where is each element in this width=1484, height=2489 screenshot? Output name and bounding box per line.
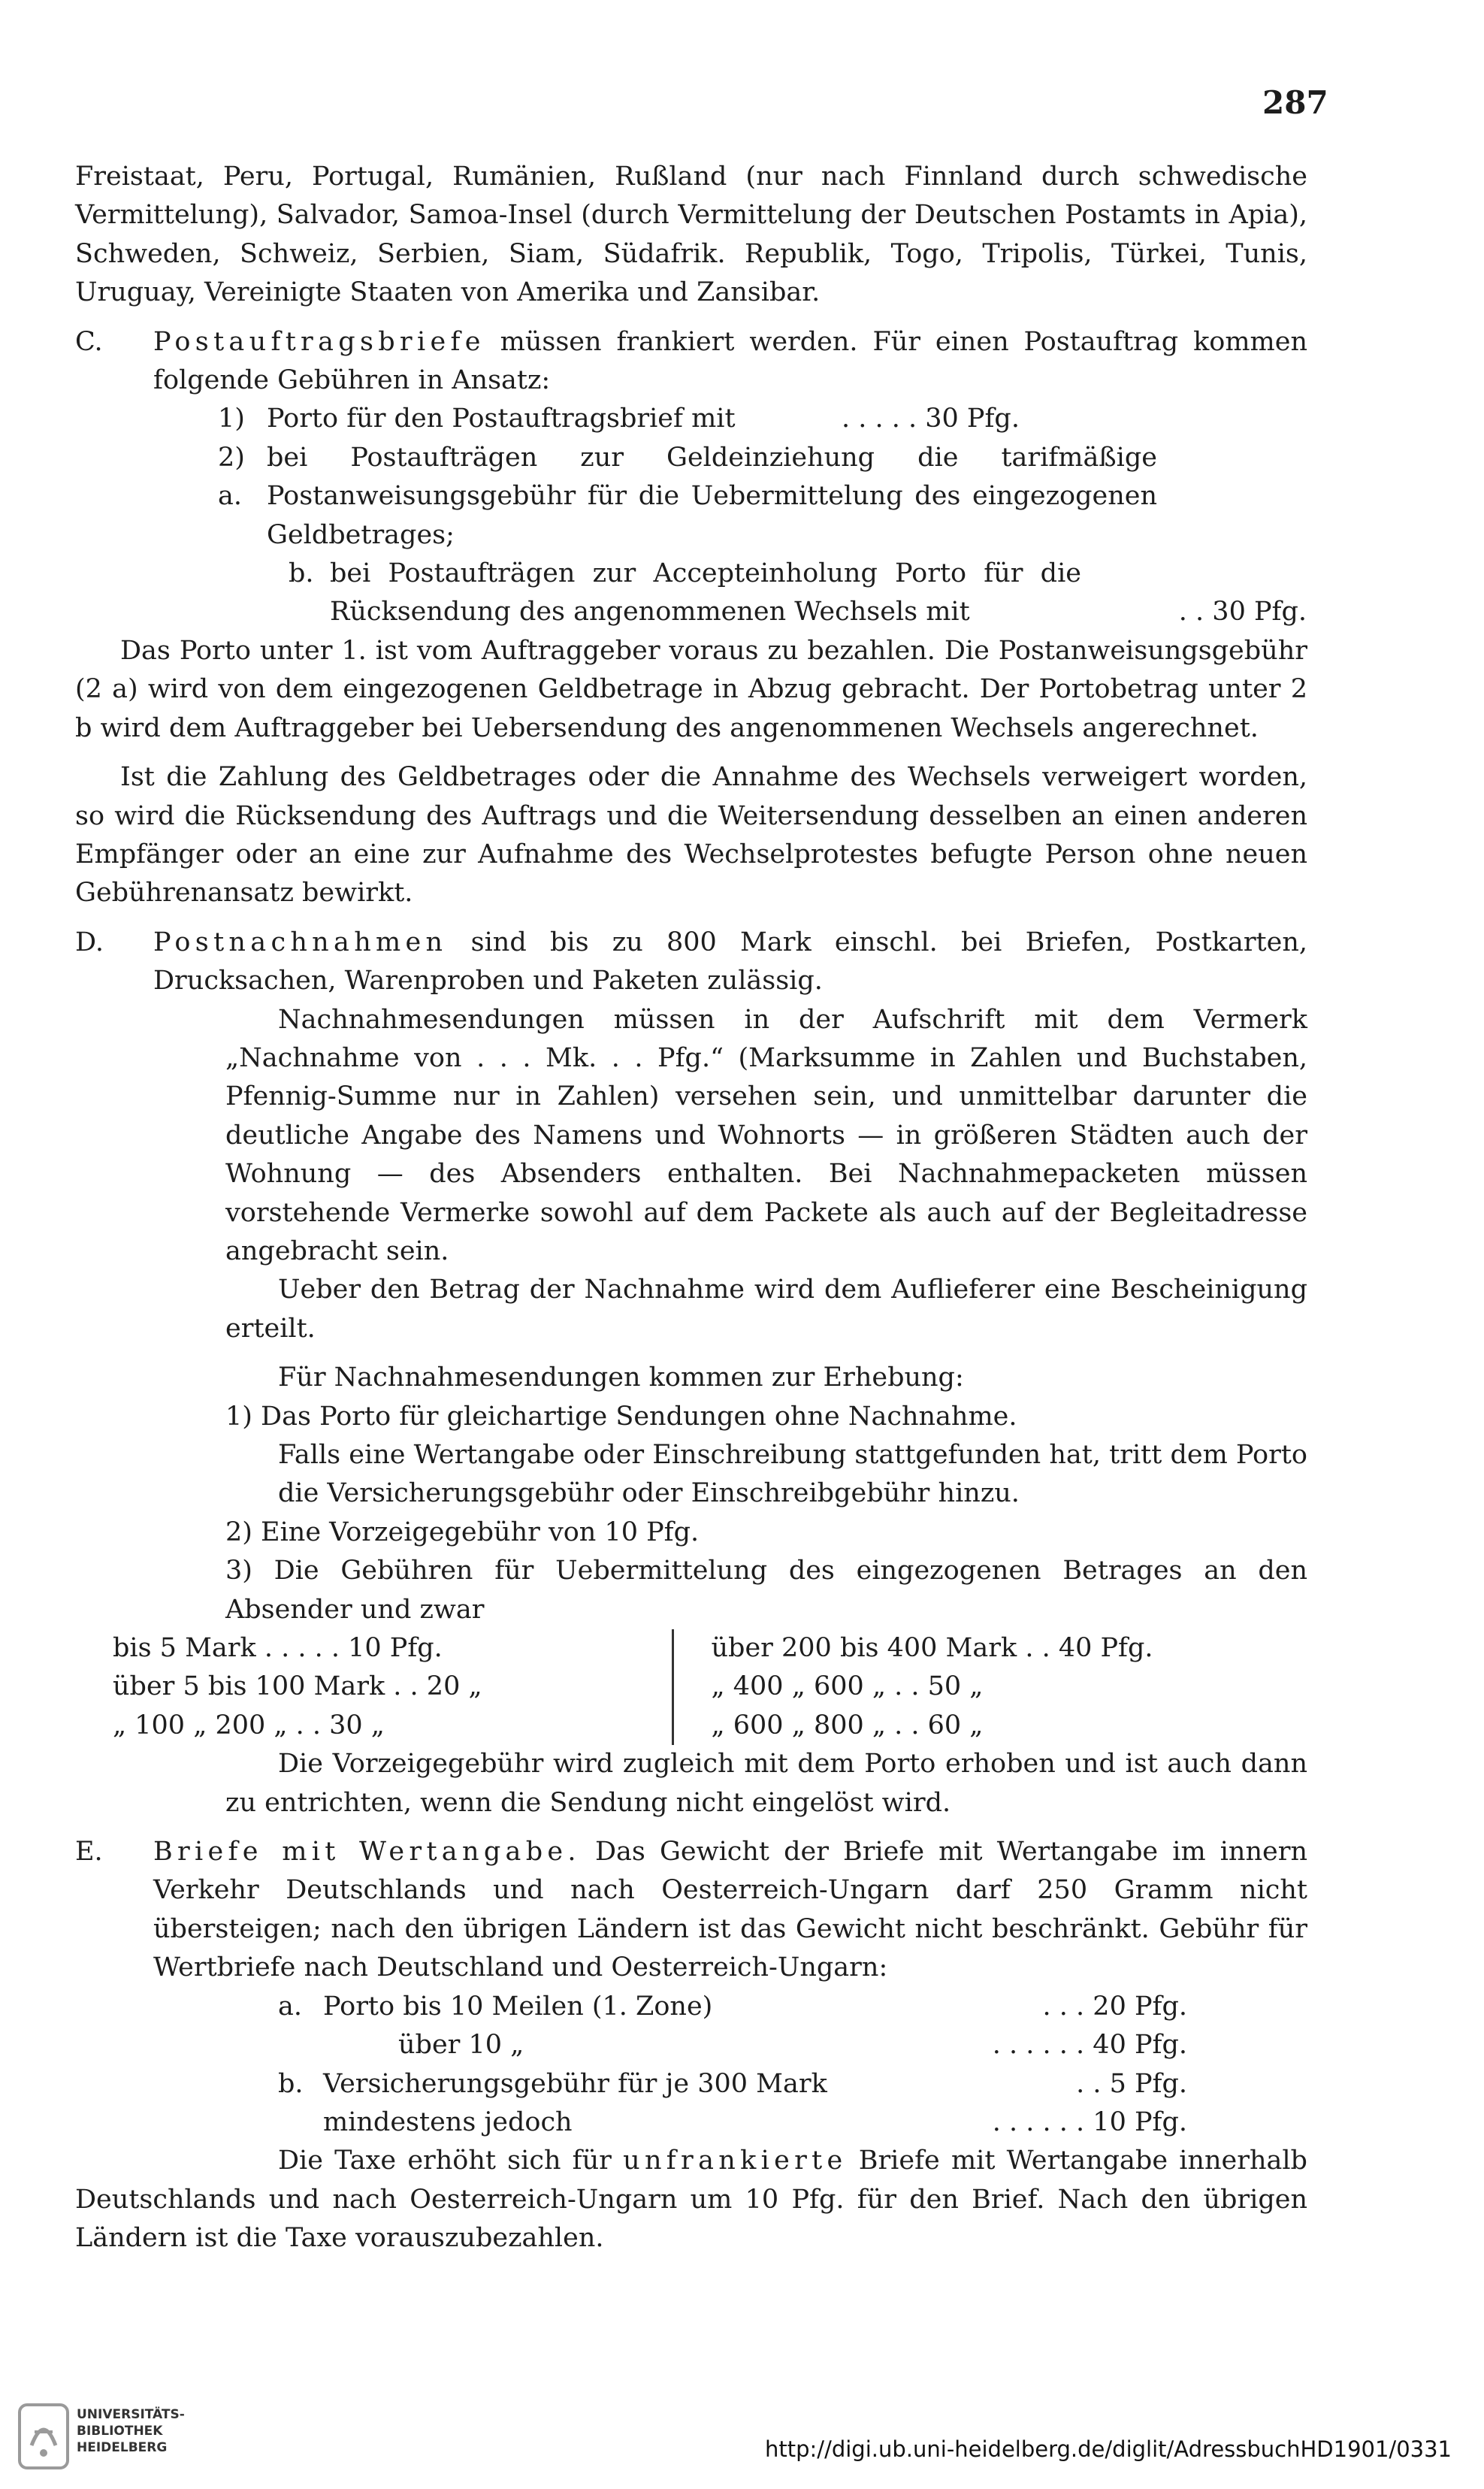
fee-table [98, 1629, 1270, 1745]
section-d [75, 924, 1307, 1001]
section-e-term: Briefe mit Wertangabe. [153, 1837, 581, 1868]
section-e [75, 1833, 1307, 1988]
fee-row: „ 100 „ 200 „ . . 30 „ [113, 1710, 385, 1740]
section-c-term: Postauftragsbriefe [153, 326, 485, 357]
section-e-closing-term: unfrankierte [623, 2146, 848, 2176]
section-e-b1: b. Versicherungsgebühr für je 300 Mark . . 5 Pfg. [278, 2068, 1187, 2099]
section-c-item-2a: 2) a. bei Postaufträgen zur Geldeinziehung die tarifmäßige Postanweisungsgebühr für die Uebermittelung des eingezogenen Geldbetrages; [218, 442, 1157, 550]
fee-row: „ 600 „ 800 „ . . 60 „ [711, 1710, 984, 1740]
section-c-para-2: Ist die Zahlung des Geldbetrages oder die Annahme des Wechsels verweigert worden, so wird die Rücksendung des Auftrags und die Weitersendung desselben an einen anderen Empfänger oder an eine zur Aufnahme des Wechselprotestes befugte Person ohne neuen Gebührenansatz bewirkt. [75, 762, 1307, 909]
fee-table-right [674, 1629, 1271, 1745]
section-d-para-3: Für Nachnahmesendungen kommen zur Erhebung: [278, 1362, 964, 1393]
section-c-para-1: Das Porto unter 1. ist vom Auftraggeber voraus zu bezahlen. Die Postanweisungsgebühr (2 a) wird von dem eingezogenen Geldbetrage in Abzug gebracht. Der Portobetrag unter 2 b wird dem Auftraggeber bei Uebersendung des angenommenen Wechsels angerechnet. [75, 635, 1307, 743]
section-c-item-1: 1) Porto für den Postauftragsbrief mit . . . . . 30 Pfg. [218, 404, 1020, 434]
section-d-para-2: Ueber den Betrag der Nachnahme wird dem Auflieferer eine Bescheinigung erteilt. [225, 1275, 1307, 1344]
library-logo-icon [15, 2399, 72, 2477]
fee-row: bis 5 Mark . . . . . 10 Pfg. [113, 1633, 443, 1664]
section-c-item-2b: b. bei Postaufträgen zur Accepteinholung Porto für die Rücksendung des angenommenen Wechsels mit . . 30 Pfg. [289, 558, 1307, 628]
section-d-item-2: 2) Eine Vorzeigegebühr von 10 Pfg. [225, 1517, 700, 1547]
section-c-text: müssen frankiert werden. Für einen Postauftrag kommen folgende Gebühren in Ansatz: [153, 326, 1307, 396]
section-d-label: D. [75, 927, 104, 957]
section-c [75, 323, 1307, 401]
section-d-para-4: Die Vorzeigegebühr wird zugleich mit dem Porto erhoben und ist auch dann zu entrichten, wenn die Sendung nicht eingelöst wird. [225, 1749, 1307, 1818]
library-name: UNIVERSITÄTS- BIBLIOTHEK HEIDELBERG [77, 2407, 185, 2455]
section-d-item-3: 3) Die Gebühren für Uebermittelung des eingezogenen Betrages an den Absender und zwar [225, 1556, 1307, 1625]
fee-row: „ 400 „ 600 „ . . 50 „ [711, 1671, 984, 1702]
section-e-label: E. [75, 1837, 103, 1868]
section-e-a1: a. Porto bis 10 Meilen (1. Zone) . . . 20 Pfg. [278, 1991, 1187, 2022]
section-d-item-1b: Falls eine Wertangabe oder Einschreibung stattgefunden hat, tritt dem Porto die Versicherungsgebühr oder Einschreibgebühr hinzu. [278, 1440, 1307, 1509]
section-e-closing: Die Taxe erhöht sich für unfrankierte Briefe mit Wertangabe innerhalb Deutschlands und nach Oesterreich-Ungarn um 10 Pfg. für den Brief. Nach den übrigen Ländern ist die Taxe vorauszubezahlen. [75, 2146, 1307, 2254]
page-body [75, 158, 1307, 2258]
source-url[interactable]: http://digi.ub.uni-heidelberg.de/diglit/AdressbuchHD1901/0331 [765, 2436, 1452, 2462]
section-d-para-1: Nachnahmesendungen müssen in der Aufschrift mit dem Vermerk „Nachnahme von . . . Mk. . . Pfg.“ (Marksumme in Zahlen und Buchstaben, Pfennig-Summe nur in Zahlen) versehen sein, und unmittelbar darunter die deutliche Angabe des Namens und Wohnorts — in größeren Städten auch der Wohnung — des Absenders enthalten. Bei Nachnahmepacketen müssen vorstehende Vermerke sowohl auf dem Packete als auch auf der Begleitadresse angebracht sein. [225, 1004, 1307, 1266]
intro-paragraph: Freistaat, Peru, Portugal, Rumänien, Rußland (nur nach Finnland durch schwedische Vermittelung), Salvador, Samoa-Insel (durch Vermittelung der Deutschen Postamts in Apia), Schweden, Schweiz, Serbien, Siam, Südafrik. Republik, Togo, Tripolis, Türkei, Tunis, Uruguay, Vereinigte Staaten von Amerika und Zansibar. [75, 162, 1307, 308]
section-e-text: Das Gewicht der Briefe mit Wertangabe im innern Verkehr Deutschlands und nach Oesterreich-Ungarn darf 250 Gramm nicht übersteigen; nach den übrigen Ländern ist das Gewicht nicht beschränkt. Gebühr für Wertbriefe nach Deutschland und Oesterreich-Ungarn: [153, 1837, 1307, 1983]
section-c-label: C. [75, 326, 103, 357]
section-e-b2: mindestens jedoch . . . . . . 10 Pfg. [323, 2106, 1187, 2137]
section-d-text: sind bis zu 800 Mark einschl. bei Briefen, Postkarten, Drucksachen, Warenproben und Paketen zulässig. [153, 927, 1307, 997]
section-d-item-1: 1) Das Porto für gleichartige Sendungen ohne Nachnahme. [225, 1401, 1017, 1432]
fee-row: über 5 bis 100 Mark . . 20 „ [113, 1671, 482, 1702]
page-number: 287 [1262, 84, 1328, 121]
fee-row: über 200 bis 400 Mark . . 40 Pfg. [711, 1633, 1153, 1664]
fee-table-left [98, 1629, 674, 1745]
section-d-term: Postnachnahmen [153, 927, 448, 957]
footer [0, 2390, 1484, 2489]
section-e-a2: über 10 „ . . . . . . 40 Pfg. [398, 2030, 1187, 2061]
